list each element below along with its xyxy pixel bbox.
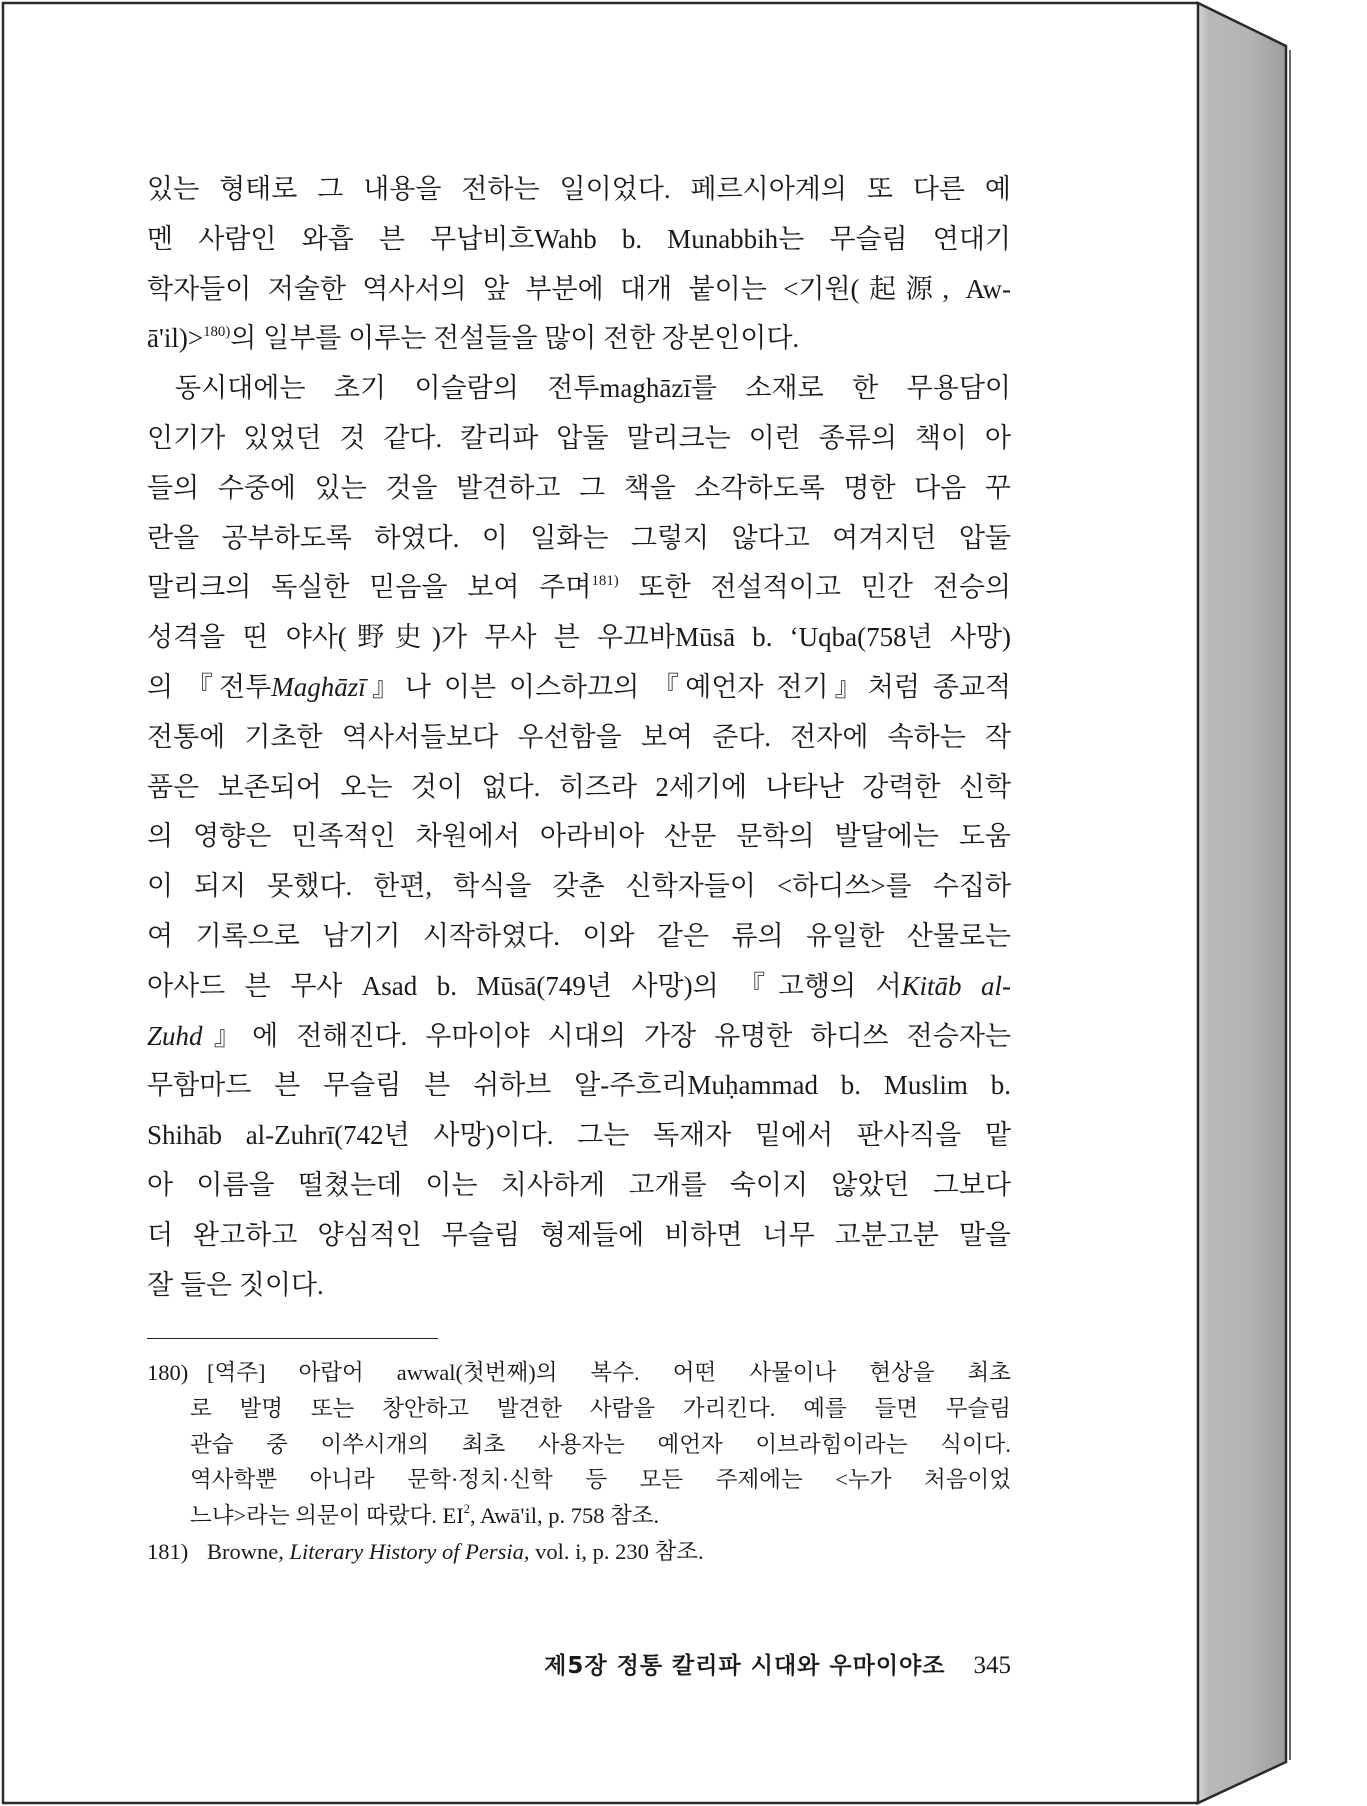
text-run: 의 영향은 민족적인 차원에서 아라비아 산문 문학의 발달에는 도움 [147,821,1011,852]
text-run: 이 되지 못했다. 한편, 학식을 갖춘 신학자들이 <하디쓰>를 수집하 [147,871,1011,902]
text-run: 말리크의 독실한 믿음을 보여 주며 [147,572,592,603]
page-footer [544,1650,1011,1682]
text-run: 의 일부를 이루는 전설들을 많이 전한 장본인이다. [230,323,800,354]
body-line [147,514,1011,564]
text-run: , Awā'il, p. 758 참조. [469,1503,660,1529]
body-line [147,364,1011,414]
body-line [147,912,1011,962]
text-run: 느냐>라는 의문이 따랐다. EI [190,1503,464,1529]
body-line [147,962,1011,1012]
italic-term: Literary History of Persia [289,1538,524,1564]
footnote-line [147,1427,1011,1463]
body-line [147,812,1011,862]
text-run: 여 기록으로 남기기 시작하였다. 이와 같은 류의 유일한 산물로는 [147,920,1011,951]
footnote-line [147,1498,1011,1534]
footnote-line [147,1355,1011,1391]
paragraph [147,364,1011,1310]
body-line [147,314,1011,364]
body-line [147,265,1011,315]
text-run: 란을 공부하도록 하였다. 이 일화는 그렇지 않다고 여겨지던 압둘 [147,522,1011,553]
footnote-line [147,1534,1011,1570]
footnotes [147,1355,1011,1570]
body-line [147,563,1011,613]
text-run: 있는 형태로 그 내용을 전하는 일이었다. 페르시아계의 또 다른 예 [147,174,1011,204]
body-line [147,713,1011,763]
text-run: 의 『전투 [147,671,272,702]
text-run: , vol. i, p. 230 참조. [523,1538,704,1564]
footnote-number: 180) [147,1360,189,1385]
text-run: 멘 사람인 와흡 븐 무납비흐Wahb b. Munabbih는 무슬림 연대기 [147,223,1011,254]
text-run: ā'il)> [147,323,204,354]
italic-term: Maghāzī [271,671,366,702]
text-run: 성격을 띤 야사(野史)가 무사 븐 우끄바Mūsā b. ‘Uqba(758년 사망) [147,622,1011,653]
text-run: 더 완고하고 양심적인 무슬림 형제들에 비하면 너무 고분고분 말을 [147,1219,1011,1250]
text-run: 아사드 븐 무사 Asad b. Mūsā(749년 사망)의 『고행의 서 [147,970,902,1001]
text-run: 』나 이븐 이스하끄의 『예언자 전기』처럼 종교적 [365,671,1011,702]
footnote-number: 181) [147,1538,189,1564]
text-run: 무함마드 븐 무슬림 븐 쉬하브 알-주흐리Muḥammad b. Muslim b. [147,1070,1011,1101]
body-line [147,1161,1011,1211]
body-line [147,1111,1011,1161]
text-run: 전통에 기초한 역사서들보다 우선함을 보여 준다. 전자에 속하는 작 [147,721,1011,752]
footnote-separator [147,1338,438,1339]
text-run: 로 발명 또는 창안하고 발견한 사람을 가리킨다. 예를 들면 무슬림 [190,1395,1011,1421]
body-text [147,165,1011,1310]
text-run: 또한 전설적이고 민간 전승의 [618,572,1011,603]
footnote [147,1355,1011,1534]
body-line [147,165,1011,215]
text-run: 동시대에는 초기 이슬람의 전투maghāzī를 소재로 한 무용담이 [175,373,1011,404]
text-run: 품은 보존되어 오는 것이 없다. 히즈라 2세기에 나타난 강력한 신학 [147,771,1011,802]
page-thickness-edge [1198,3,1286,1803]
body-line [147,215,1011,265]
running-head: 제5장 정통 칼리파 시대와 우마이야조 [544,1653,946,1679]
paragraph [147,165,1011,364]
body-line [147,1211,1011,1261]
page-number: 345 [973,1652,1011,1679]
body-line [147,1261,1011,1311]
footnote [147,1534,1011,1570]
text-run: 아 이름을 떨쳤는데 이는 치사하게 고개를 숙이지 않았던 그보다 [147,1169,1011,1200]
text-run: 역사학뿐 아니라 문학·정치·신학 등 모든 주제에는 <누가 처음이었 [190,1467,1011,1493]
footnote-line [147,1391,1011,1427]
body-line [147,1061,1011,1111]
text-run: 』에 전해진다. 우마이야 시대의 가장 유명한 하디쓰 전승자는 [202,1020,1011,1051]
text-run: Shihāb al-Zuhrī(742년 사망)이다. 그는 독재자 밑에서 판사직을 맡 [147,1120,1011,1151]
text-run: 학자들이 저술한 역사서의 앞 부분에 대개 붙이는 <기원(起源, Aw- [147,273,1011,304]
body-line [147,464,1011,514]
text-run: 잘 들은 짓이다. [147,1269,324,1300]
body-line [147,1012,1011,1062]
body-line [147,763,1011,813]
text-run: 인기가 있었던 것 같다. 칼리파 압둘 말리크는 이런 종류의 책이 아 [147,422,1011,453]
body-line [147,862,1011,912]
body-line [147,414,1011,464]
text-run: 들의 수중에 있는 것을 발견하고 그 책을 소각하도록 명한 다음 꾸 [147,472,1011,503]
footnote-ref: 181) [591,572,619,589]
footnote-line [147,1462,1011,1498]
text-run: 관습 중 이쑤시개의 최초 사용자는 예언자 이브라힘이라는 식이다. [190,1431,1011,1457]
footnote-ref: 180) [203,323,231,340]
body-line [147,663,1011,713]
footnote-ref: 2 [463,1502,470,1517]
body-line [147,613,1011,663]
text-run: Browne, [207,1538,290,1564]
italic-term: Zuhd [147,1020,203,1051]
italic-term: Kitāb al- [901,970,1011,1001]
text-run: [역주] 아랍어 awwal(첫번째)의 복수. 어떤 사물이나 현상을 최초 [207,1360,1011,1385]
